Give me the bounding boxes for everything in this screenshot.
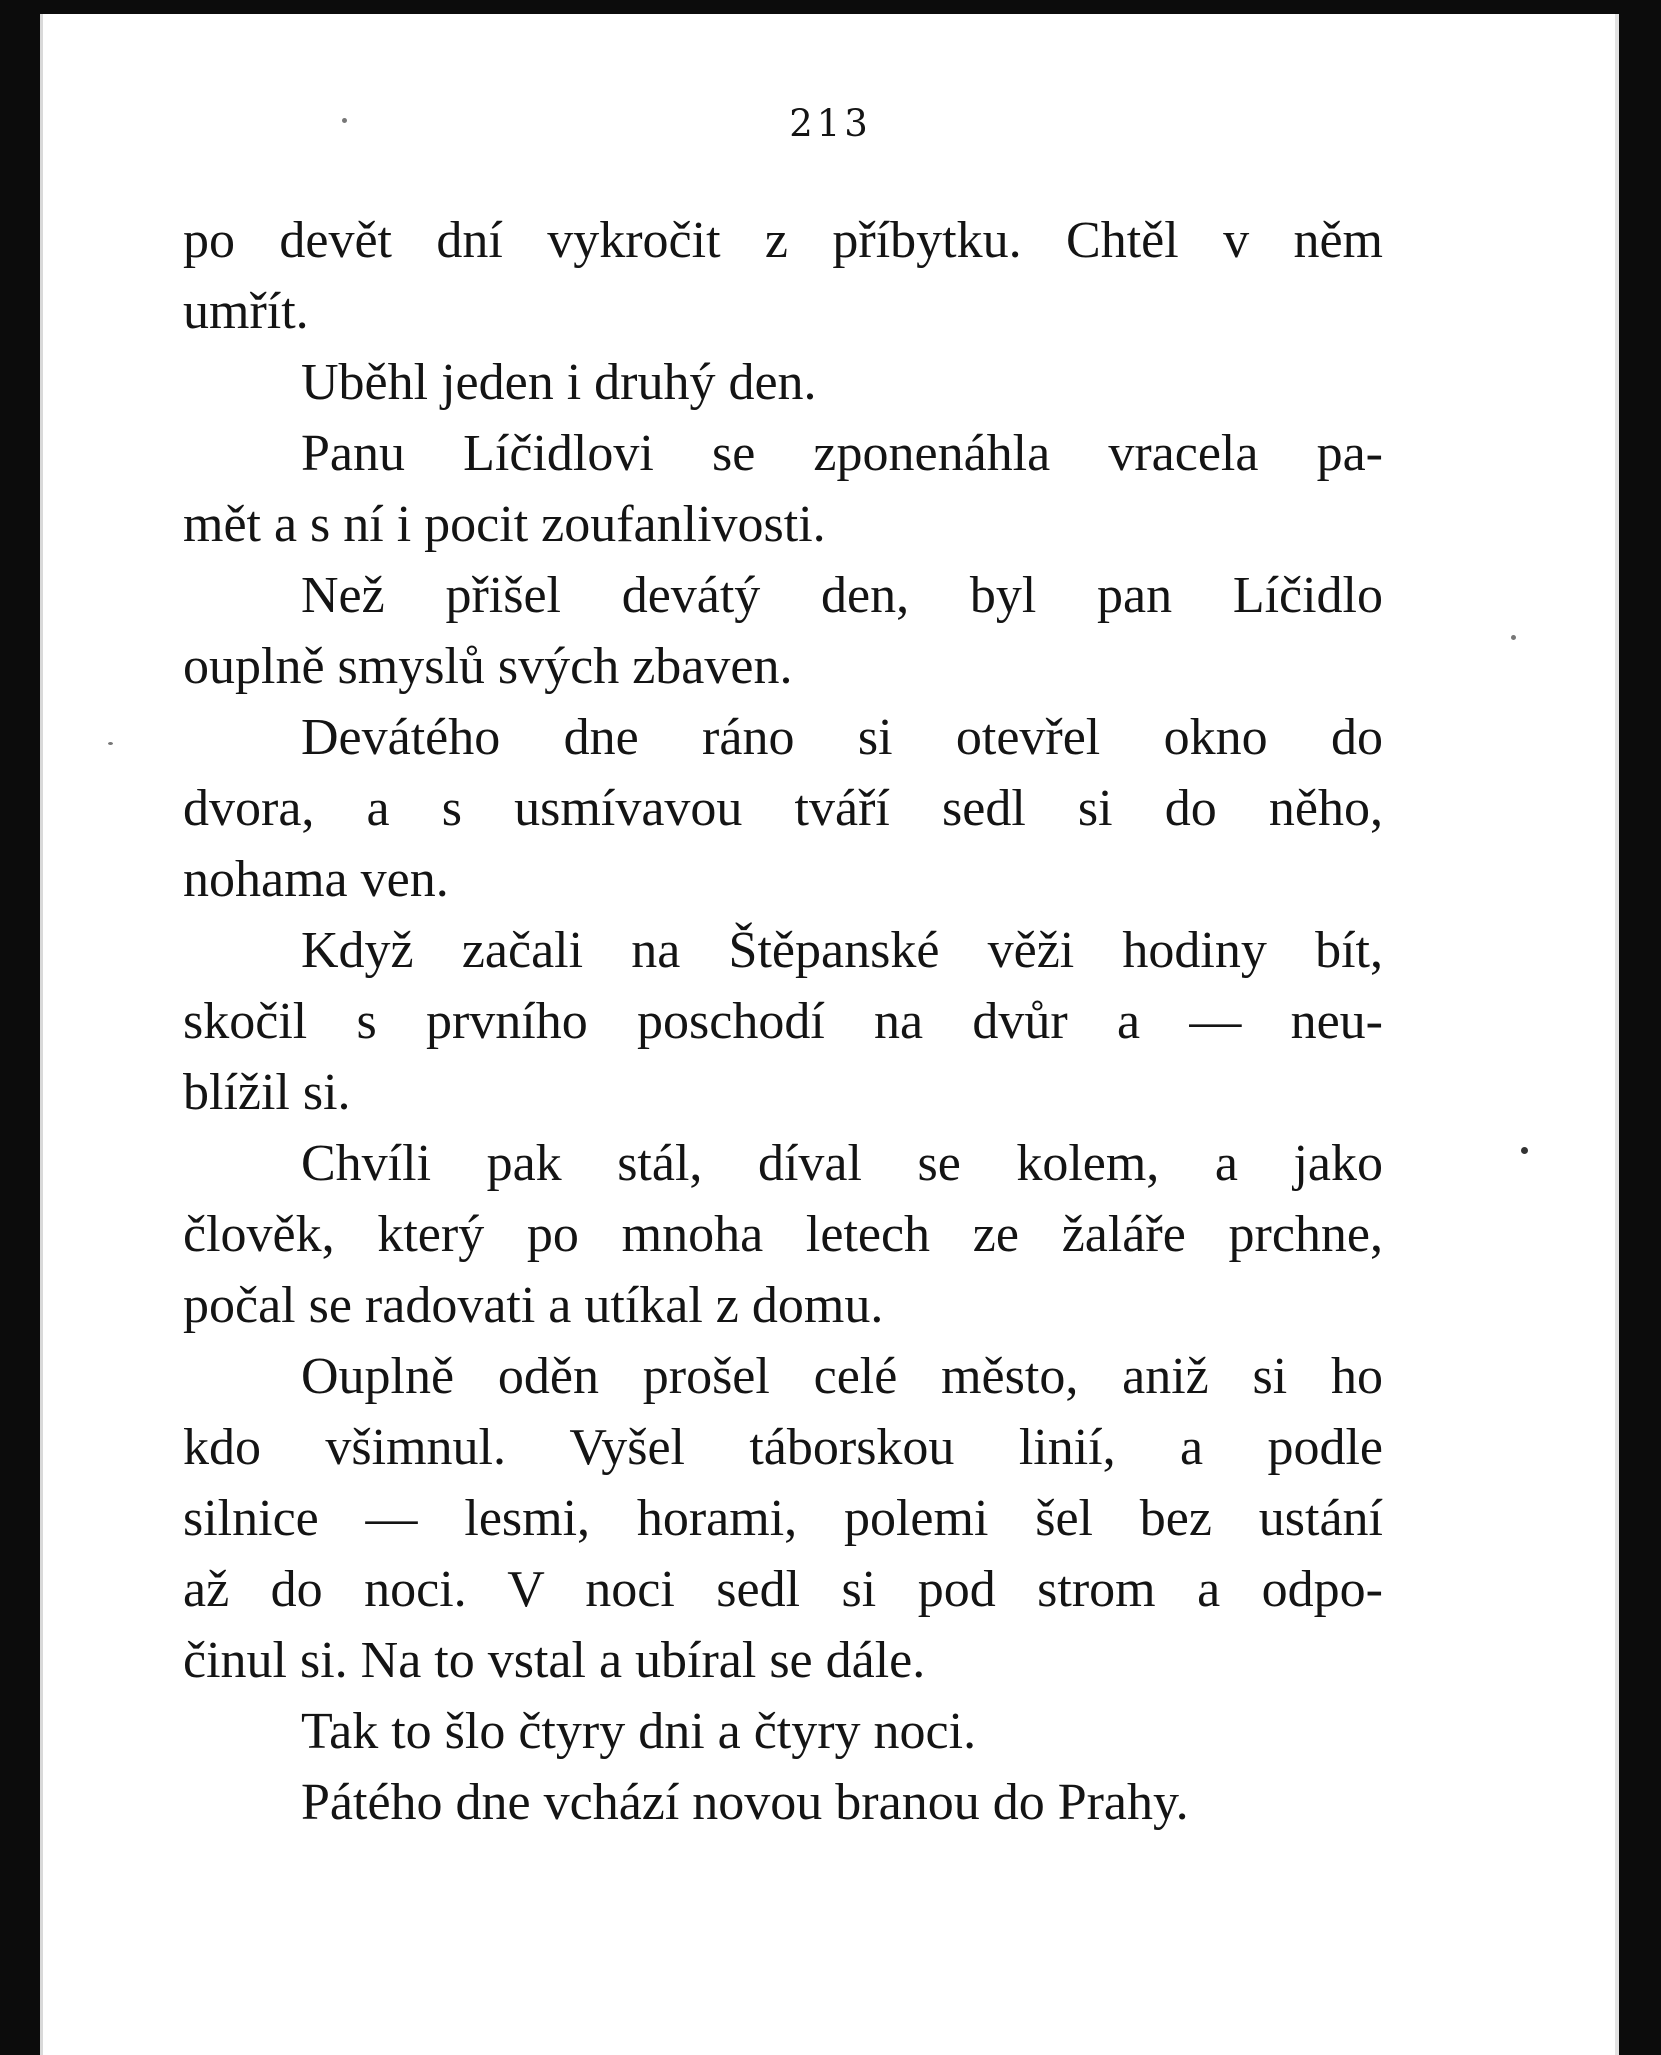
text-line: po devět dní vykročit z příbytku. Chtěl v něm [183,212,1383,269]
scan-border-right [1619,0,1661,2055]
text-line: dvora, a s usmívavou tváří sedl si do něho, [183,780,1383,837]
text-line: činul si. Na to vstal a ubíral se dále. [183,1632,926,1689]
paragraph-first-line: Než přišel devátý den, byl pan Líčidlo [301,567,1383,624]
paragraph-first-line: Když začali na Štěpanské věži hodiny bít, [301,922,1383,979]
text-line: mět a s ní i pocit zoufanlivosti. [183,496,826,553]
text-line: skočil s prvního poschodí na dvůr a — neu- [183,993,1383,1050]
paragraph-first-line: Pátého dne vchází novou branou do Prahy. [301,1774,1189,1831]
text-line: člověk, který po mnoha letech ze žaláře prchne, [183,1206,1383,1263]
scan-speck [1521,1147,1528,1154]
text-line: ouplně smyslů svých zbaven. [183,638,793,695]
text-line: počal se radovati a utíkal z domu. [183,1277,884,1334]
scan-speck [108,742,113,745]
text-line: umřít. [183,283,309,340]
body-text [183,205,1383,1838]
scan-speck [1511,635,1516,640]
text-line: silnice — lesmi, horami, polemi šel bez ustání [183,1490,1383,1547]
paragraph-first-line: Chvíli pak stál, díval se kolem, a jako [301,1135,1383,1192]
paragraph-first-line: Panu Líčidlovi se zponenáhla vracela pa- [301,425,1383,482]
paragraph-first-line: Ouplně oděn prošel celé město, aniž si ho [301,1348,1383,1405]
text-line: až do noci. V noci sedl si pod strom a odpo- [183,1561,1383,1618]
paragraph-first-line: Uběhl jeden i druhý den. [301,354,817,411]
text-line: kdo všimnul. Vyšel táborskou linií, a podle [183,1419,1383,1476]
text-line: nohama ven. [183,851,449,908]
scan-border-top [0,0,1661,14]
text-line: blížil si. [183,1064,351,1121]
paragraph-first-line: Tak to šlo čtyry dni a čtyry noci. [301,1703,977,1760]
page-edge-shadow [1615,14,1619,2055]
paragraph-first-line: Devátého dne ráno si otevřel okno do [301,709,1383,766]
scan-border-left [0,0,40,2055]
page-number: 213 [789,102,872,145]
page-gutter-rule [40,14,43,2055]
